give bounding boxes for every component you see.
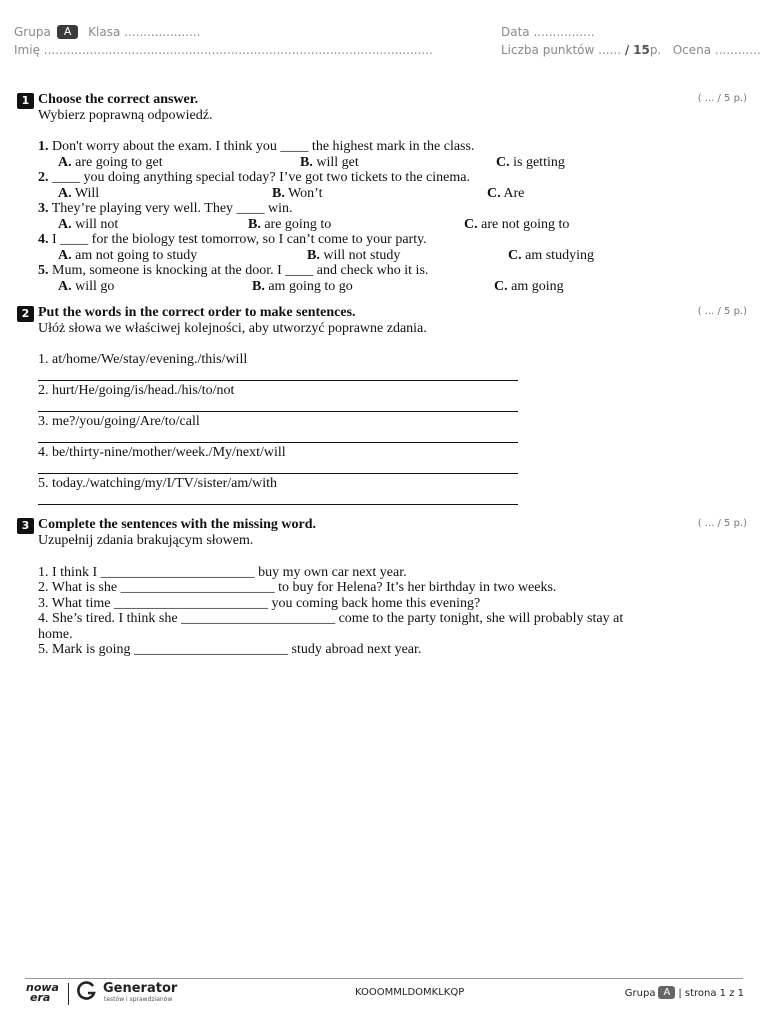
generator-label: Generator — [103, 981, 178, 996]
option-text: Will — [74, 186, 100, 201]
exercise-title: Put the words in the correct order to make sentences. — [38, 305, 356, 320]
class-label: Klasa — [88, 25, 121, 39]
option-text: are not going to — [481, 217, 570, 232]
class-blank[interactable]: .................... — [124, 25, 201, 39]
answer-option[interactable] — [58, 155, 163, 171]
group-label: Grupa — [14, 25, 51, 39]
option-letter: C. — [496, 155, 510, 170]
answer-line[interactable] — [38, 380, 518, 381]
option-text: am studying — [525, 248, 594, 263]
reorder-item: 5. today./watching/my/I/TV/sister/am/with — [38, 476, 277, 491]
reorder-item: 4. be/thirty-nine/mother/week./My/next/will — [38, 445, 286, 460]
option-letter: B. — [272, 186, 285, 201]
date-blank[interactable]: ................ — [533, 25, 595, 39]
gap-fill-item[interactable]: 2. What is she ______________________ to buy for Helena? It’s her birthday in two weeks. — [38, 580, 557, 595]
option-letter: A. — [58, 155, 72, 170]
answer-option[interactable] — [58, 279, 114, 295]
answer-option[interactable] — [300, 155, 359, 171]
option-text: will not study — [323, 248, 401, 263]
group-field — [14, 25, 200, 39]
exercise-subtitle: Ułóż słowa we właściwej kolejności, aby utworzyć poprawne zdania. — [38, 321, 427, 336]
answer-option[interactable] — [252, 279, 353, 295]
points-separator: / — [624, 43, 630, 57]
option-letter: B. — [300, 155, 313, 170]
answer-option[interactable] — [58, 217, 118, 233]
answer-option[interactable] — [494, 279, 564, 295]
exercise-points: ( ... / 5 p.) — [697, 518, 747, 529]
date-label: Data — [501, 25, 530, 39]
answer-option[interactable] — [464, 217, 569, 233]
exercise-number: 1 — [17, 93, 34, 109]
test-code: KOOOMMLDOMKLKQP — [355, 987, 465, 998]
option-letter: B. — [307, 248, 320, 263]
gap-fill-item-continuation: home. — [38, 627, 73, 642]
answer-option[interactable] — [58, 248, 197, 264]
points-blank[interactable]: ...... — [598, 43, 622, 57]
page-info — [625, 986, 744, 999]
gap-fill-item[interactable]: 1. I think I ______________________ buy my own car next year. — [38, 565, 407, 580]
nowa-era-logo — [26, 983, 59, 1003]
option-letter: C. — [494, 279, 508, 294]
logo-bottom-text: era — [30, 991, 51, 1004]
name-field — [14, 43, 433, 57]
exercise-3 — [17, 518, 747, 558]
logo-separator — [68, 983, 69, 1005]
answer-line[interactable] — [38, 504, 518, 505]
name-label: Imię — [14, 43, 40, 57]
option-text: will get — [316, 155, 359, 170]
footer-group-label: Grupa — [624, 988, 656, 999]
answer-option[interactable] — [508, 248, 594, 264]
option-letter: A. — [58, 217, 72, 232]
question-text: I ____ for the biology test tomorrow, so I can’t come to your party. — [52, 232, 427, 247]
option-letter: B. — [252, 279, 265, 294]
option-text: am not going to study — [75, 248, 198, 263]
option-text: will go — [75, 279, 115, 294]
gap-fill-item[interactable]: 5. Mark is going ______________________ study abroad next year. — [38, 642, 422, 657]
option-letter: C. — [487, 186, 501, 201]
option-text: will not — [75, 217, 119, 232]
answer-option[interactable] — [496, 155, 565, 171]
option-letter: A. — [58, 279, 72, 294]
answer-option[interactable] — [248, 217, 331, 233]
option-letter: C. — [464, 217, 478, 232]
option-letter: A. — [58, 248, 72, 263]
name-blank[interactable]: ...................................................................................................... — [43, 43, 433, 57]
answer-option[interactable] — [272, 186, 323, 202]
points-label: Liczba punktów — [501, 43, 595, 57]
page-number: | strona 1 z 1 — [678, 988, 744, 999]
answer-option[interactable] — [487, 186, 524, 202]
points-unit: p. — [649, 43, 662, 57]
answer-line[interactable] — [38, 473, 518, 474]
exercise-title: Choose the correct answer. — [38, 92, 199, 107]
points-max: 15 — [633, 43, 650, 57]
option-letter: C. — [508, 248, 522, 263]
exercise-points: ( ... / 5 p.) — [697, 93, 747, 104]
question-number: 2. — [38, 170, 49, 185]
question-text: ____ you doing anything special today? I’ve got two tickets to the cinema. — [52, 170, 470, 185]
question-number: 1. — [38, 139, 49, 154]
question-number: 3. — [38, 201, 49, 216]
grade-blank[interactable]: ............ — [714, 43, 761, 57]
question-text: Mum, someone is knocking at the door. I ____ and check who it is. — [52, 263, 429, 278]
answer-line[interactable] — [38, 411, 518, 412]
exercise-number: 2 — [17, 306, 34, 322]
reorder-item: 1. at/home/We/stay/evening./this/will — [38, 352, 248, 367]
date-field — [501, 25, 595, 39]
question-text: They’re playing very well. They ____ win. — [51, 201, 293, 216]
option-text: Won’t — [288, 186, 323, 201]
answer-option[interactable] — [58, 186, 99, 202]
option-text: am going to go — [268, 279, 353, 294]
option-text: are going to — [264, 217, 332, 232]
grade-label: Ocena — [672, 43, 712, 57]
generator-g-icon — [77, 981, 97, 1001]
footer-divider — [25, 978, 743, 979]
exercise-subtitle: Wybierz poprawną odpowiedź. — [38, 108, 213, 123]
exercise-2 — [17, 306, 747, 346]
question-stem — [38, 170, 470, 186]
option-text: Are — [503, 186, 525, 201]
option-letter: A. — [58, 186, 72, 201]
answer-option[interactable] — [307, 248, 400, 264]
exercise-number: 3 — [17, 518, 34, 534]
option-text: are going to get — [75, 155, 163, 170]
option-letter: B. — [248, 217, 261, 232]
option-text: is getting — [513, 155, 565, 170]
reorder-item: 2. hurt/He/going/is/head./his/to/not — [38, 383, 235, 398]
question-stem — [38, 201, 293, 217]
generator-tagline: testów i sprawdzianów — [104, 996, 173, 1003]
answer-line[interactable] — [38, 442, 518, 443]
question-number: 5. — [38, 263, 49, 278]
question-stem — [38, 232, 427, 248]
question-text: Don't worry about the exam. I think you ____ the highest mark in the class. — [52, 139, 475, 154]
question-number: 4. — [38, 232, 49, 247]
option-text: am going — [511, 279, 564, 294]
question-stem — [38, 139, 474, 155]
gap-fill-item[interactable]: 3. What time ______________________ you coming back home this evening? — [38, 596, 481, 611]
exercise-subtitle: Uzupełnij zdania brakującym słowem. — [38, 533, 254, 548]
question-stem — [38, 263, 428, 279]
gap-fill-item[interactable]: 4. She’s tired. I think she ______________________ come to the party tonight, she will probably stay at — [38, 611, 624, 626]
score-field — [501, 43, 761, 57]
reorder-item: 3. me?/you/going/Are/to/call — [38, 414, 200, 429]
group-badge: A — [57, 25, 79, 39]
logo-top-text: nowa — [26, 981, 59, 994]
exercise-points: ( ... / 5 p.) — [697, 306, 747, 317]
footer-group-badge: A — [658, 986, 675, 999]
exercise-title: Complete the sentences with the missing word. — [38, 517, 317, 532]
